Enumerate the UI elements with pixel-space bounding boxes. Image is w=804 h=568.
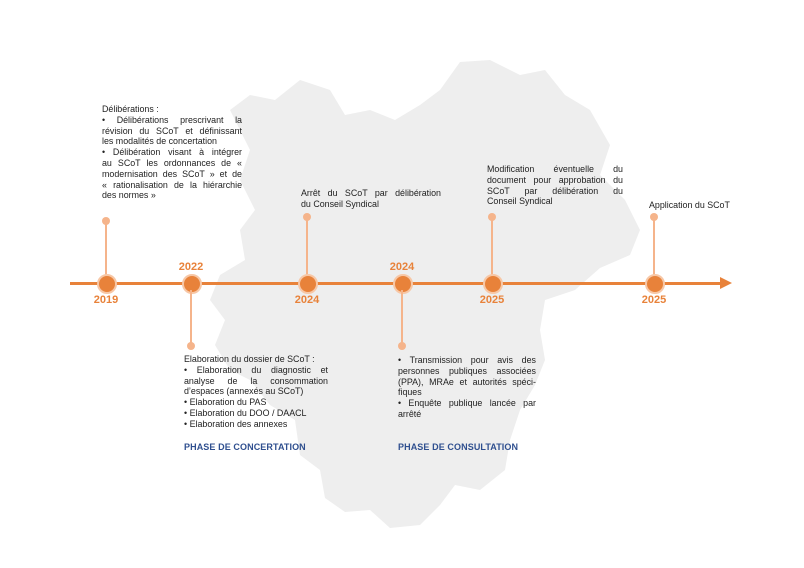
milestone-5-line-2: document pour approbation du <box>487 174 623 185</box>
milestone-1-line-5: • Délibération visant à intégrer <box>102 147 242 158</box>
milestone-4-year: 2024 <box>389 261 415 273</box>
milestone-5-stem <box>491 217 493 281</box>
phase-consultation-label: PHASE DE CONSULTATION <box>398 442 519 452</box>
milestone-4-line-1: • Transmission pour avis des <box>398 355 536 365</box>
milestone-4-stem-end <box>398 342 406 350</box>
milestone-4-line-2: personnes publiques associées <box>398 365 536 376</box>
milestone-5-line-4: Conseil Syndical <box>487 196 553 207</box>
milestone-2-line-7: • Elaboration des annexes <box>184 418 288 429</box>
milestone-3-line-1: Arrêt du SCoT par délibération <box>301 188 441 198</box>
milestone-6-year: 2025 <box>641 294 667 306</box>
milestone-3-description <box>301 188 441 210</box>
milestone-1-year: 2019 <box>93 294 119 306</box>
milestone-1-line-4: les modalités de concertation <box>102 136 217 147</box>
milestone-6-stem <box>653 217 655 281</box>
milestone-3-year: 2024 <box>294 294 320 306</box>
milestone-1-line-9: des normes » <box>102 190 156 201</box>
milestone-4-line-6: arrêté <box>398 408 422 419</box>
milestone-4-description <box>398 355 536 420</box>
milestone-4-dot <box>393 274 413 294</box>
milestone-6-dot <box>645 274 665 294</box>
milestone-5-year: 2025 <box>479 294 505 306</box>
milestone-2-line-2: • Elaboration du diagnostic et <box>184 364 328 375</box>
milestone-3-dot <box>298 274 318 294</box>
milestone-1-line-8: « rationalisation de la hiérarchie <box>102 179 242 190</box>
milestone-2-line-4: d’espaces (annexés au SCoT) <box>184 386 304 397</box>
milestone-1-line-7: modernisation des SCoT » et de <box>102 168 242 179</box>
map-shape <box>210 60 640 528</box>
milestone-4-line-4: fiques <box>398 387 422 398</box>
milestone-3-line-2: du Conseil Syndical <box>301 198 379 209</box>
milestone-1-line-6: au SCoT les ordonnances de « <box>102 157 242 168</box>
milestone-2-stem <box>190 290 192 344</box>
milestone-6-line-1: Application du SCoT <box>649 200 730 210</box>
milestone-2-line-5: • Elaboration du PAS <box>184 397 267 408</box>
milestone-2-dot <box>182 274 202 294</box>
milestone-2-description <box>184 354 328 430</box>
milestone-3-stem <box>306 217 308 281</box>
milestone-2-line-6: • Elaboration du DOO / DAACL <box>184 407 307 418</box>
milestone-4-stem <box>401 290 403 344</box>
milestone-6-description <box>649 200 759 211</box>
milestone-5-line-1: Modification éventuelle du <box>487 164 623 174</box>
milestone-1-dot <box>97 274 117 294</box>
phase-concertation-label: PHASE DE CONCERTATION <box>184 442 306 452</box>
milestone-1-line-1: Délibérations : <box>102 104 159 114</box>
milestone-1-description <box>102 104 242 201</box>
milestone-5-line-3: SCoT par délibération du <box>487 185 623 196</box>
milestone-2-stem-end <box>187 342 195 350</box>
milestone-2-line-3: analyse de la consommation <box>184 375 328 386</box>
milestone-5-dot <box>483 274 503 294</box>
milestone-1-stem <box>105 221 107 281</box>
timeline-arrowhead <box>720 277 732 289</box>
milestone-2-line-1: Elaboration du dossier de SCoT : <box>184 354 315 364</box>
milestone-1-line-3: révision du SCoT et définissant <box>102 125 242 136</box>
milestone-2-year: 2022 <box>178 261 204 273</box>
milestone-4-line-3: (PPA), MRAe et autorités spéci- <box>398 376 536 387</box>
milestone-5-description <box>487 164 623 207</box>
milestone-1-line-2: • Délibérations prescrivant la <box>102 114 242 125</box>
milestone-4-line-5: • Enquête publique lancée par <box>398 398 536 409</box>
